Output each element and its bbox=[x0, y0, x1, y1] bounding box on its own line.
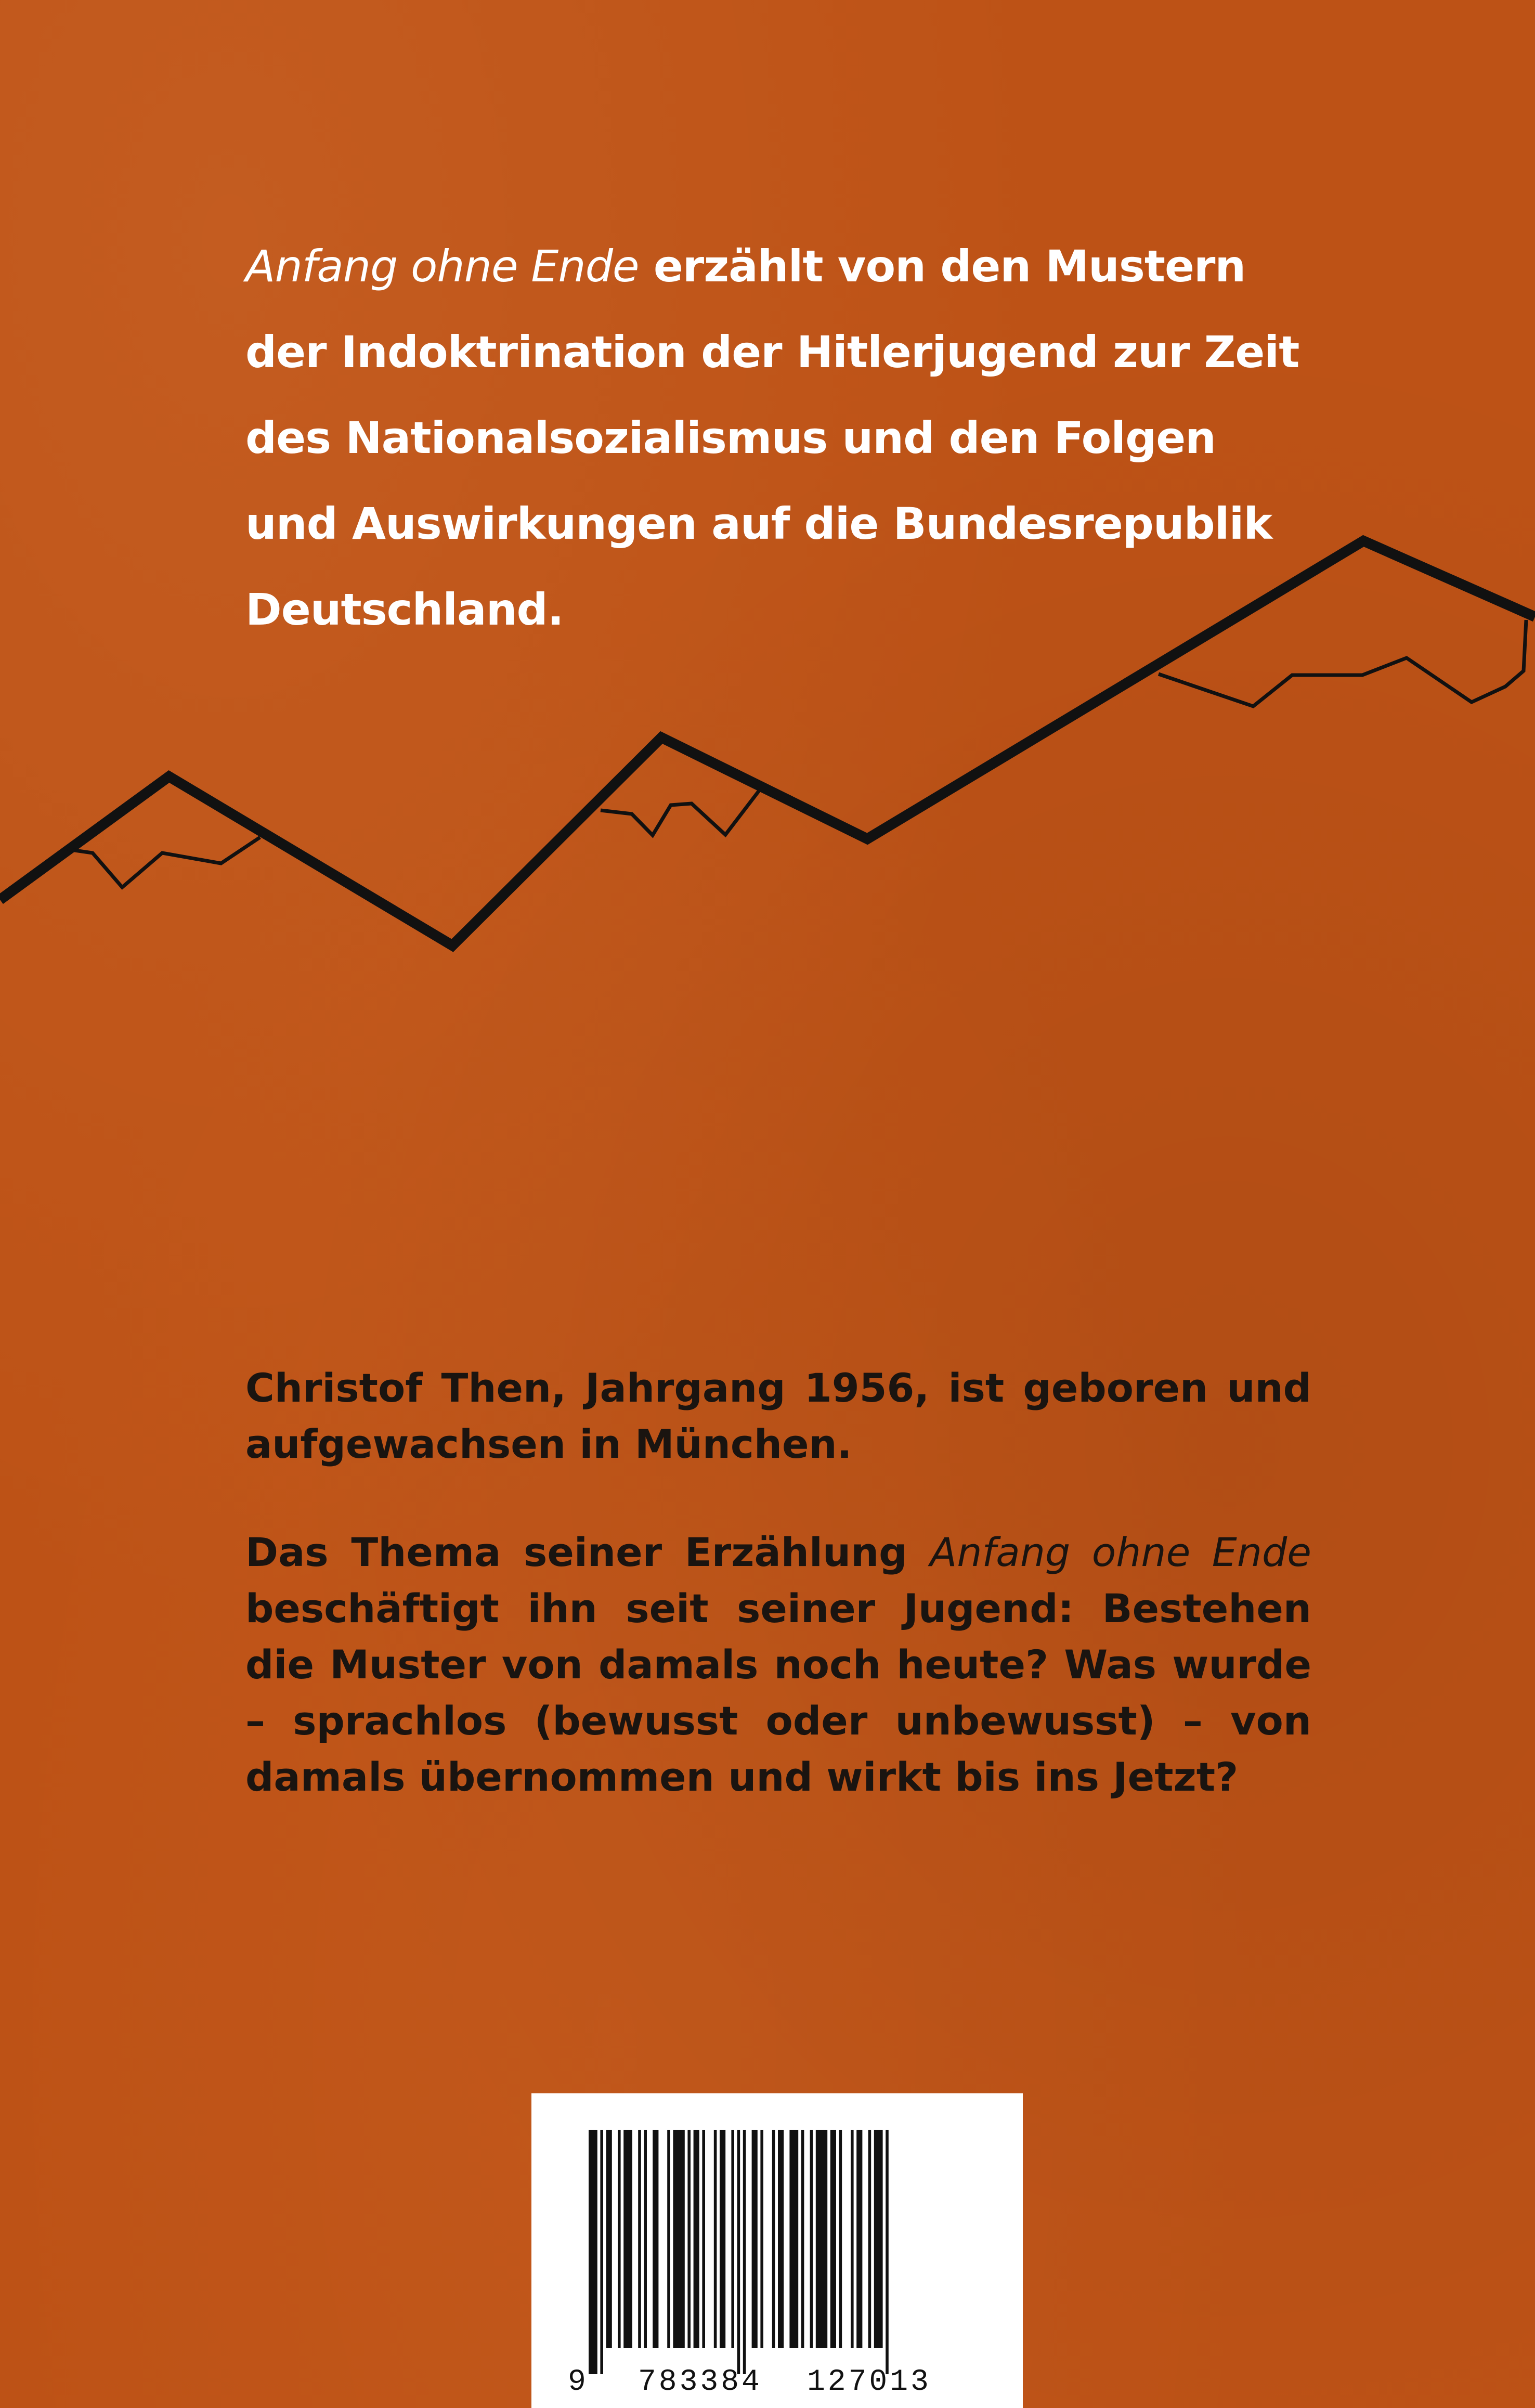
barcode-area bbox=[531, 2093, 1023, 2408]
barcode-bar bbox=[687, 2130, 691, 2348]
barcode-bar bbox=[638, 2130, 641, 2348]
mountain-ridge-main bbox=[0, 541, 1535, 946]
barcode-bar bbox=[886, 2130, 889, 2374]
barcode-digits-left: 783384 bbox=[638, 2365, 762, 2399]
barcode-bar bbox=[653, 2130, 658, 2348]
barcode-bar bbox=[600, 2130, 603, 2374]
barcode-bar bbox=[737, 2130, 740, 2374]
blurb-description: erzählt von den Mustern der Indoktrination der Hitlerjugend zur Zeit des Nationalsozialismus und den Folgen und Auswirkungen auf die Bundesrepublik Deutschland. bbox=[245, 241, 1299, 635]
barcode-bar bbox=[623, 2130, 632, 2348]
barcode-bar bbox=[772, 2130, 775, 2348]
barcode-bar bbox=[778, 2130, 784, 2348]
mountain-contour-left bbox=[68, 837, 260, 887]
bio-paragraph-1: Christof Then, Jahrgang 1956, ist geboren und aufgewachsen in München. bbox=[245, 1365, 1311, 1467]
barcode-bar bbox=[856, 2130, 862, 2348]
bio-paragraph-2 bbox=[245, 1524, 1311, 1805]
author-bio bbox=[245, 1360, 1311, 1857]
barcode-bar bbox=[694, 2130, 699, 2348]
barcode-digits-right: 127013 bbox=[807, 2365, 931, 2399]
barcode-bar bbox=[874, 2130, 883, 2348]
blurb-book-title: Anfang ohne Ende bbox=[245, 241, 639, 292]
barcode-bar bbox=[789, 2130, 798, 2348]
barcode-bar bbox=[731, 2130, 734, 2348]
barcode-bar bbox=[702, 2130, 705, 2348]
bio-book-title: Anfang ohne Ende bbox=[930, 1529, 1311, 1575]
isbn-barcode bbox=[531, 2093, 1023, 2408]
barcode-bar bbox=[839, 2130, 842, 2348]
barcode-bar bbox=[743, 2130, 746, 2374]
barcode-bar bbox=[752, 2130, 758, 2348]
barcode-bar bbox=[720, 2130, 725, 2348]
barcode-bar bbox=[667, 2130, 670, 2348]
bio-paragraph-2-start: Das Thema seiner Erzählung bbox=[245, 1529, 930, 1575]
barcode-bar bbox=[673, 2130, 684, 2348]
barcode-bar bbox=[830, 2130, 836, 2348]
barcode-bar bbox=[816, 2130, 827, 2348]
barcode-bar bbox=[618, 2130, 621, 2348]
barcode-bar bbox=[589, 2130, 597, 2374]
barcode-digit-first: 9 bbox=[568, 2365, 586, 2399]
mountain-contour-middle bbox=[601, 791, 759, 835]
bio-paragraph-2-end: beschäftigt ihn seit seiner Jugend: Bestehen die Muster von damals noch heute? Was wurde – sprachlos (bewusst oder unbewusst) – von damals übernommen und wirkt bis ins Jetzt? bbox=[245, 1585, 1311, 1800]
barcode-bar bbox=[714, 2130, 717, 2348]
barcode-bar bbox=[644, 2130, 647, 2348]
barcode-bar bbox=[851, 2130, 854, 2348]
barcode-bar bbox=[810, 2130, 813, 2348]
barcode-bar bbox=[606, 2130, 612, 2348]
barcode-bar bbox=[868, 2130, 871, 2348]
barcode-bar bbox=[760, 2130, 763, 2348]
barcode-bars bbox=[589, 2130, 889, 2374]
barcode-bar bbox=[801, 2130, 804, 2348]
